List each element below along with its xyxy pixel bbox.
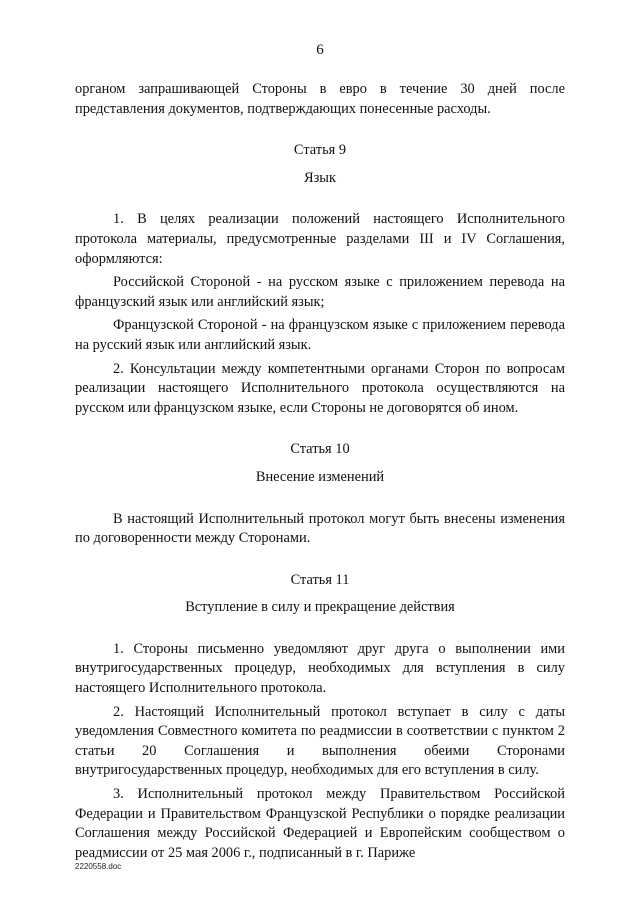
article-title: Вступление в силу и прекращение действия: [185, 599, 455, 616]
paragraph: 1. Стороны письменно уведомляют друг друга о выполнении ими внутригосударственных процедур, необходимых для вступления в силу настоящего Исполнительного протокола.: [75, 640, 565, 697]
paragraph: 3. Исполнительный протокол между Правительством Российской Федерации и Правительством Французской Республики о порядке реализации Соглашения между Российской Федерацией и Европейским сообществом о реадмиссии от 25 мая 2006 г., подписанный в г. Париже: [75, 786, 565, 861]
footer-filename: 2220558.doc: [75, 862, 122, 871]
paragraph: Французской Стороной - на французском языке с приложением перевода на русский язык или английский язык.: [75, 317, 565, 353]
paragraph: 2. Настоящий Исполнительный протокол вступает в силу с даты уведомления Совместного комитета по реадмиссии в соответствии с пунктом 2 статьи 20 Соглашения и выполнения обеими Сторонами внутригосударственных процедур, необходимых для его вступления в силу.: [75, 703, 565, 779]
article-number: Статья 11: [290, 571, 350, 588]
page-number: 6: [316, 42, 324, 58]
paragraph: 2. Консультации между компетентными органами Сторон по вопросам реализации настоящего Исполнительного протокола осуществляются на русском или французском языке, если Стороны не договорятся об ином.: [75, 360, 565, 416]
article-9: [75, 141, 565, 418]
paragraph: 1. В целях реализации положений настоящего Исполнительного протокола материалы, предусмотренные разделами III и IV Соглашения, оформляются:: [75, 211, 565, 267]
article-number: Статья 9: [293, 142, 347, 159]
article-number: Статья 10: [290, 441, 350, 458]
article-10: [75, 440, 565, 548]
paragraph: Российской Стороной - на русском языке с приложением перевода на французский язык или английский язык;: [75, 274, 565, 310]
article-title: Язык: [304, 169, 336, 186]
document-body: [75, 80, 565, 863]
article-11: [75, 571, 565, 864]
article-title: Внесение изменений: [255, 468, 385, 485]
paragraph: В настоящий Исполнительный протокол могут быть внесены изменения по договоренности между Сторонами.: [75, 510, 565, 547]
intro-paragraph: органом запрашивающей Стороны в евро в течение 30 дней после представления документов, подтверждающих понесенные расходы.: [75, 81, 565, 117]
